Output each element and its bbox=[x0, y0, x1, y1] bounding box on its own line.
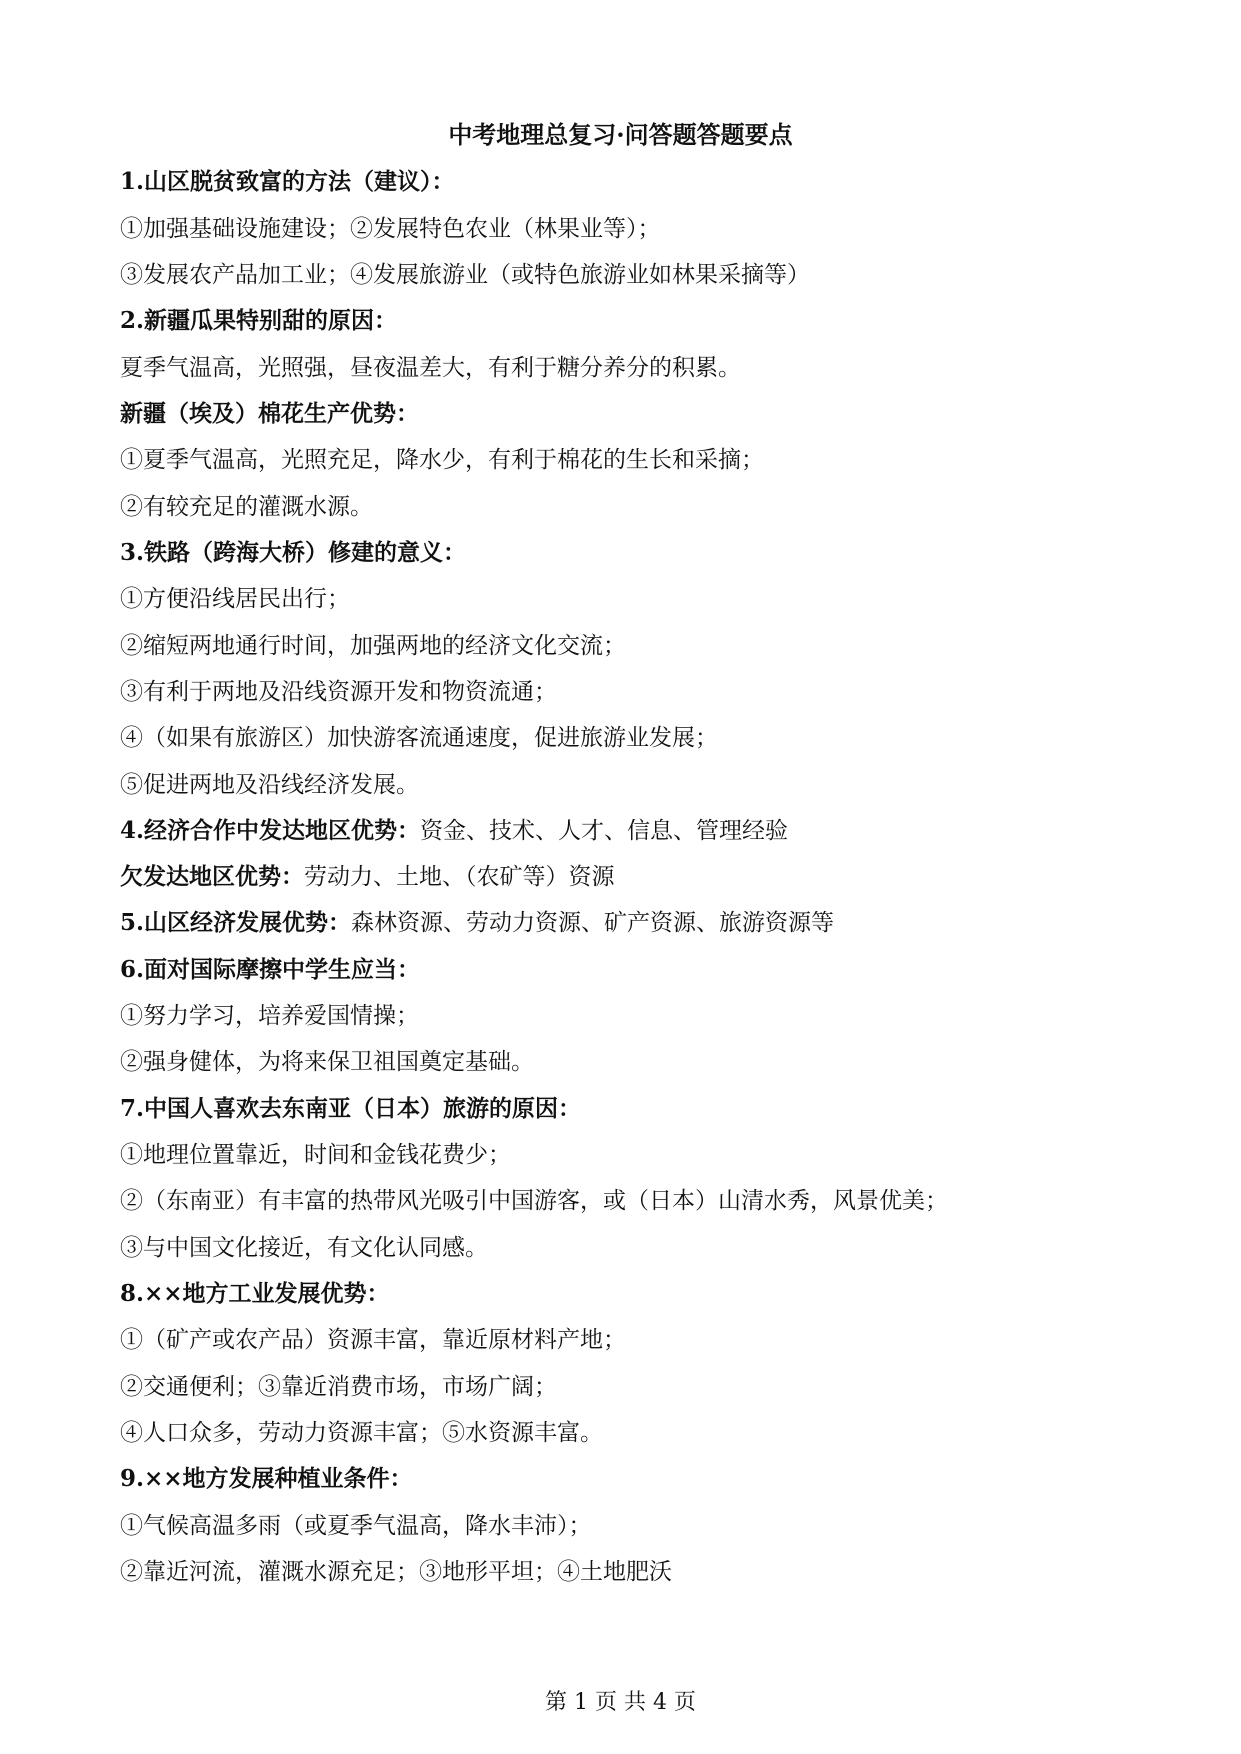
heading-q6: 6.面对国际摩擦中学生应当： bbox=[120, 956, 421, 983]
answer-line: ③发展农产品加工业；④发展旅游业（或特色旅游业如林果采摘等） bbox=[120, 262, 810, 288]
answer-line: ①地理位置靠近，时间和金钱花费少； bbox=[120, 1142, 511, 1168]
answer-line: ②交通便利；③靠近消费市场，市场广阔； bbox=[120, 1374, 557, 1400]
answer-text: 森林资源、劳动力资源、矿产资源、旅游资源等 bbox=[351, 910, 835, 936]
mixed-line-q5 bbox=[120, 907, 834, 939]
heading-q1: 1.山区脱贫致富的方法（建议）： bbox=[120, 168, 455, 195]
answer-line: ①努力学习，培养爱国情操； bbox=[120, 1003, 419, 1029]
heading-q2: 2.新疆瓜果特别甜的原因： bbox=[120, 307, 398, 334]
heading-q2-sub: 新疆（埃及）棉花生产优势： bbox=[120, 400, 419, 427]
heading-q7: 7.中国人喜欢去东南亚（日本）旅游的原因： bbox=[120, 1095, 582, 1122]
answer-text: 劳动力、土地、（农矿等）资源 bbox=[304, 864, 615, 890]
answer-line: ②缩短两地通行时间，加强两地的经济文化交流； bbox=[120, 633, 626, 659]
answer-text: 资金、技术、人才、信息、管理经验 bbox=[420, 818, 789, 844]
heading-q3: 3.铁路（跨海大桥）修建的意义： bbox=[120, 539, 467, 566]
mixed-line-q4-sub bbox=[120, 861, 615, 893]
answer-line: ①夏季气温高，光照充足，降水少，有利于棉花的生长和采摘； bbox=[120, 447, 764, 473]
answer-line: ④人口众多，劳动力资源丰富；⑤水资源丰富。 bbox=[120, 1420, 603, 1446]
answer-line: ②有较充足的灌溉水源。 bbox=[120, 494, 373, 520]
answer-line: ①（矿产或农产品）资源丰富，靠近原材料产地； bbox=[120, 1327, 626, 1353]
answer-line: ②强身健体，为将来保卫祖国奠定基础。 bbox=[120, 1049, 534, 1075]
heading-q8: 8.××地方工业发展优势： bbox=[120, 1280, 390, 1307]
answer-line: ③有利于两地及沿线资源开发和物资流通； bbox=[120, 679, 557, 705]
answer-line: 夏季气温高，光照强，昼夜温差大，有利于糖分养分的积累。 bbox=[120, 355, 741, 381]
heading-q9: 9.××地方发展种植业条件： bbox=[120, 1465, 413, 1492]
answer-line: ①气候高温多雨（或夏季气温高，降水丰沛）； bbox=[120, 1513, 592, 1539]
answer-line: ①加强基础设施建设；②发展特色农业（林果业等）； bbox=[120, 216, 661, 242]
heading-q4: 4.经济合作中发达地区优势： bbox=[120, 817, 421, 844]
answer-line: ①方便沿线居民出行； bbox=[120, 586, 350, 612]
mixed-line-q4 bbox=[120, 815, 788, 847]
answer-line: ②靠近河流，灌溉水源充足；③地形平坦；④土地肥沃 bbox=[120, 1559, 672, 1585]
answer-line: ④（如果有旅游区）加快游客流通速度，促进旅游业发展； bbox=[120, 725, 718, 751]
answer-line: ②（东南亚）有丰富的热带风光吸引中国游客，或（日本）山清水秀，风景优美； bbox=[120, 1188, 948, 1214]
page-title: 中考地理总复习·问答题答题要点 bbox=[448, 120, 793, 149]
heading-q4-sub: 欠发达地区优势： bbox=[120, 863, 304, 890]
page-footer: 第 1 页 共 4 页 bbox=[545, 1690, 696, 1715]
heading-q5: 5.山区经济发展优势： bbox=[120, 909, 352, 936]
answer-line: ⑤促进两地及沿线经济发展。 bbox=[120, 772, 419, 798]
answer-line: ③与中国文化接近，有文化认同感。 bbox=[120, 1235, 488, 1261]
